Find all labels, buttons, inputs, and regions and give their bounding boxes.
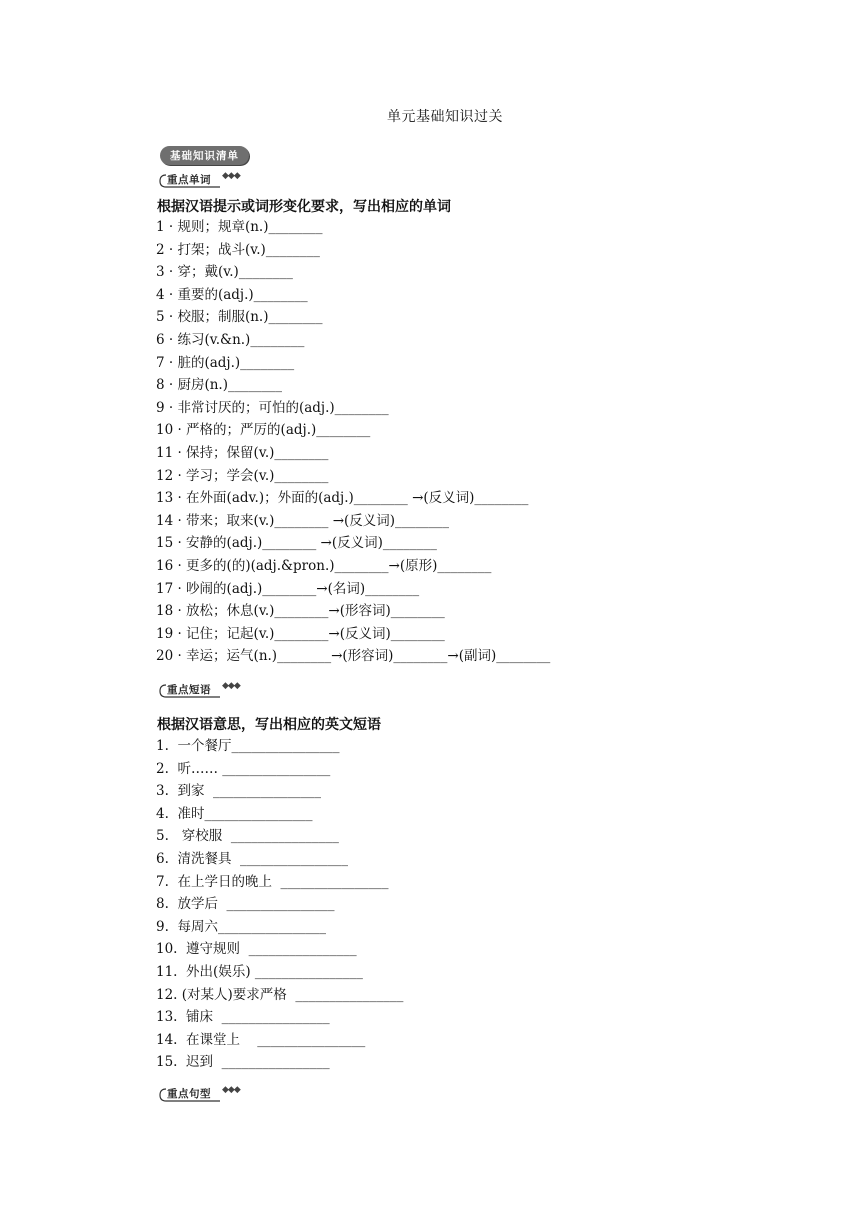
- section-badge: 基础知识清单: [160, 146, 249, 165]
- vocab-tag: [158, 172, 268, 190]
- phrases-tag-label: 重点短语: [167, 684, 211, 696]
- list-item: 12. (对某人)要求严格 ________________: [156, 986, 404, 1003]
- list-item: 11. 外出(娱乐) ________________: [156, 963, 363, 980]
- list-item: 9 · 非常讨厌的；可怕的(adj.)________: [156, 399, 389, 416]
- phrases-tag: [158, 682, 268, 700]
- diamond-icon: ◆◆◆: [222, 681, 240, 691]
- sentences-tag-label: 重点句型: [167, 1088, 211, 1100]
- list-item: 5 · 校服；制服(n.)________: [156, 309, 323, 326]
- list-item: 1 · 规则；规章(n.)________: [156, 219, 323, 235]
- list-item: 7. 在上学日的晚上 ________________: [156, 873, 389, 890]
- list-item: 13. 铺床 ________________: [156, 1009, 330, 1026]
- phrases-heading: 根据汉语意思，写出相应的英文短语: [157, 717, 381, 733]
- list-item: 15 · 安静的(adj.)________ →(反义词)________: [156, 535, 437, 552]
- list-item: 8 · 厨房(n.)________: [156, 377, 282, 394]
- list-item: 6. 清洗餐具 ________________: [156, 850, 349, 867]
- vocab-tag-label: 重点单词: [167, 174, 211, 186]
- list-item: 13 · 在外面(adv.)；外面的(adj.)________ →(反义词)________: [156, 490, 529, 507]
- list-item: 8. 放学后 ________________: [156, 896, 335, 913]
- vocab-heading: 根据汉语提示或词形变化要求，写出相应的单词: [157, 199, 451, 215]
- list-item: 3. 到家 ________________: [156, 783, 322, 800]
- list-item: 20 · 幸运；运气(n.)________→(形容词)________→(副词)________: [156, 648, 551, 665]
- list-item: 6 · 练习(v.&n.)________: [156, 331, 305, 348]
- list-item: 1. 一个餐厅________________: [156, 738, 340, 754]
- list-item: 14. 在课堂上 ________________: [156, 1031, 366, 1048]
- sentences-tag: [158, 1086, 268, 1104]
- list-item: 7 · 脏的(adj.)________: [156, 354, 295, 371]
- list-item: 9. 每周六________________: [156, 918, 326, 935]
- diamond-icon: ◆◆◆: [222, 171, 240, 181]
- list-item: 17 · 吵闹的(adj.)________→(名词)________: [156, 580, 420, 597]
- page-title: 单元基础知识过关: [387, 109, 503, 125]
- list-item: 2 · 打架；战斗(v.)________: [156, 241, 320, 258]
- vocab-list: [156, 216, 550, 668]
- list-item: 10. 遵守规则 ________________: [156, 941, 357, 958]
- list-item: 10 · 严格的；严厉的(adj.)________: [156, 422, 371, 439]
- list-item: 2. 听…… ________________: [156, 760, 331, 777]
- list-item: 16 · 更多的(的)(adj.&pron.)________→(原形)________: [156, 557, 492, 574]
- diamond-icon: ◆◆◆: [222, 1085, 240, 1095]
- list-item: 4 · 重要的(adj.)________: [156, 286, 308, 303]
- list-item: 12 · 学习；学会(v.)________: [156, 467, 329, 484]
- list-item: 3 · 穿；戴(v.)________: [156, 264, 293, 281]
- list-item: 18 · 放松；休息(v.)________→(形容词)________: [156, 603, 445, 620]
- list-item: 5. 穿校服 ________________: [156, 828, 339, 845]
- list-item: 19 · 记住；记起(v.)________→(反义词)________: [156, 625, 445, 642]
- list-item: 11 · 保持；保留(v.)________: [156, 444, 329, 461]
- list-item: 4. 准时________________: [156, 805, 313, 822]
- list-item: 15. 迟到 ________________: [156, 1054, 330, 1071]
- list-item: 14 · 带来；取来(v.)________ →(反义词)________: [156, 512, 450, 529]
- phrases-list: [156, 735, 403, 1074]
